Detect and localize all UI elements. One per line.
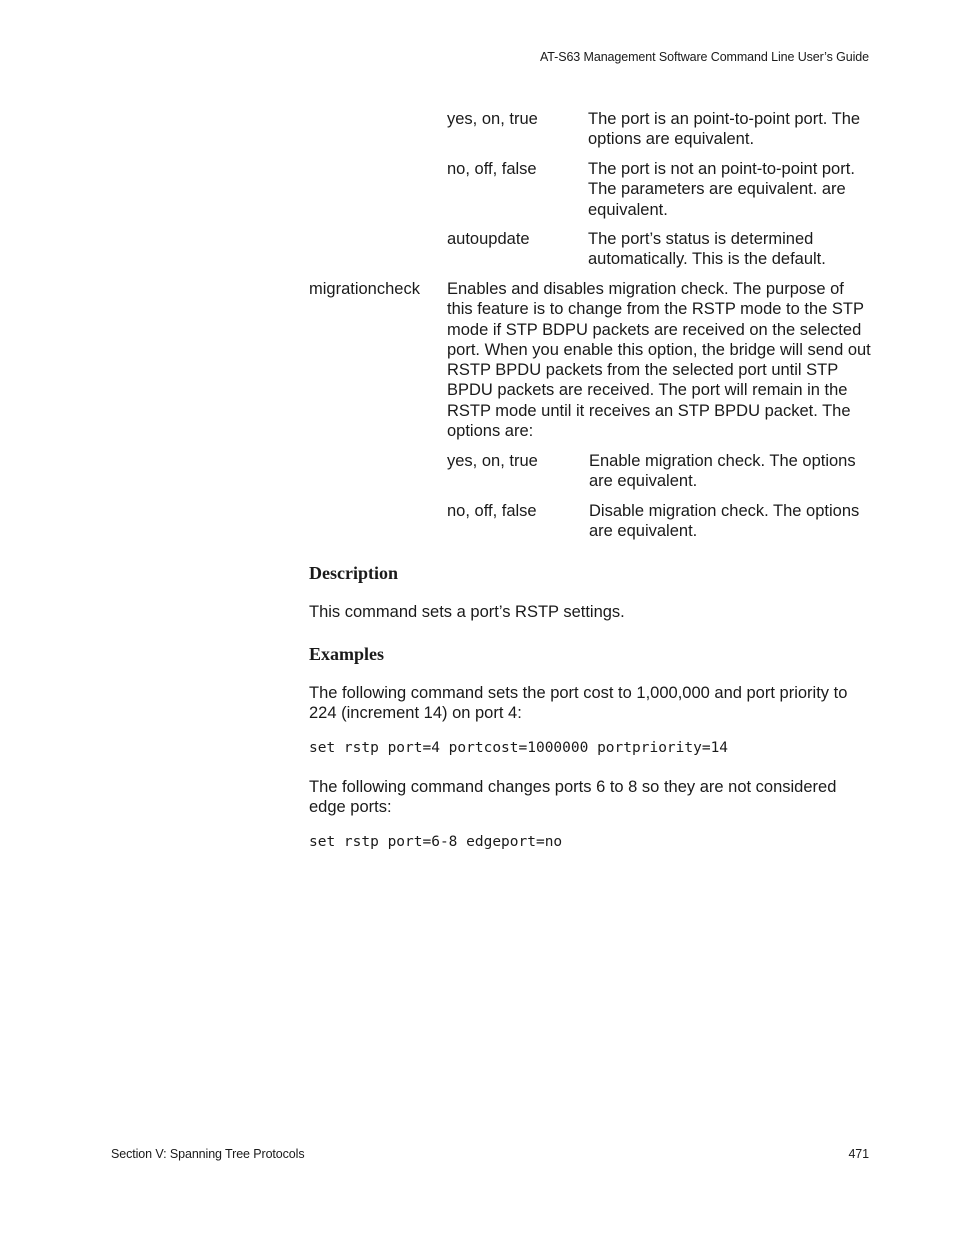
option-description: The port’s status is determined automatically. This is the default.	[588, 230, 826, 269]
footer-section: Section V: Spanning Tree Protocols	[111, 1147, 305, 1161]
parameter-description: Enables and disables migration check. The purpose of this feature is to change from the RSTP mode to the STP mode if STP BDPU packets are received on the selected port. When you enable this option, the bridge will send out RSTP BPDU packets from the selected port until STP BPDU packets are received. The port will remain in the RSTP mode until it receives an STP BPDU packet. The options are:	[447, 280, 871, 441]
option-description: Disable migration check. The options are equivalent.	[589, 502, 860, 541]
option-value: yes, on, true	[447, 110, 538, 128]
section-heading: Examples	[309, 644, 385, 664]
option-description: The port is not an point-to-point port. The parameters are equivalent. are equivalent.	[588, 160, 855, 219]
option-value: no, off, false	[447, 160, 537, 178]
option-value: no, off, false	[447, 502, 537, 520]
paragraph: The following command sets the port cost to 1,000,000 and port priority to 224 (increment 14) on port 4:	[309, 684, 848, 723]
paragraph: The following command changes ports 6 to 8 so they are not considered edge ports:	[309, 778, 837, 817]
option-description: Enable migration check. The options are equivalent.	[589, 452, 856, 491]
page-number: 471	[848, 1147, 869, 1161]
option-value: autoupdate	[447, 230, 530, 248]
option-value: yes, on, true	[447, 452, 538, 470]
parameter-name: migrationcheck	[309, 280, 420, 298]
code-example: set rstp port=6-8 edgeport=no	[309, 834, 563, 850]
section-heading: Description	[309, 563, 398, 583]
paragraph: This command sets a port’s RSTP settings.	[309, 603, 625, 621]
running-header: AT-S63 Management Software Command Line User’s Guide	[540, 50, 869, 64]
code-example: set rstp port=4 portcost=1000000 portpriority=14	[309, 740, 729, 756]
option-description: The port is an point-to-point port. The options are equivalent.	[588, 110, 861, 149]
